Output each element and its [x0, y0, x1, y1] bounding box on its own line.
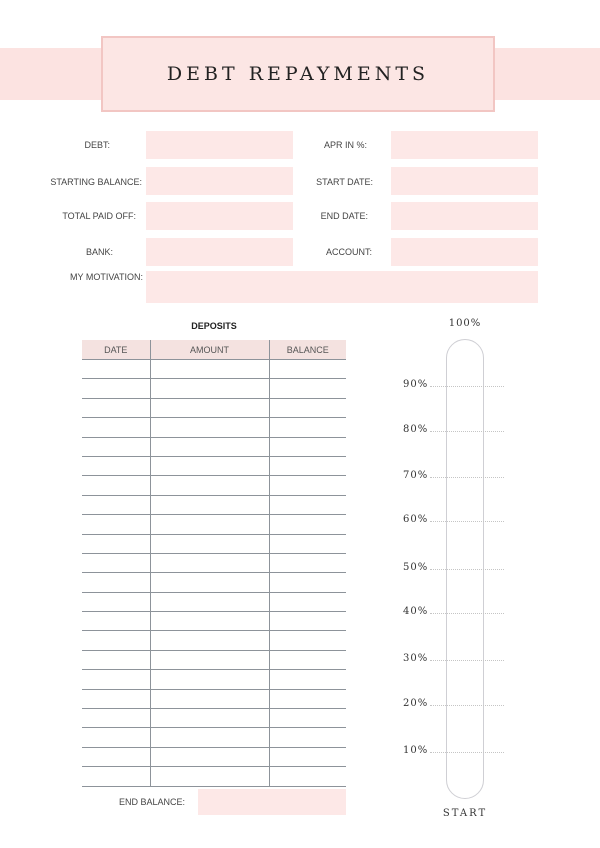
date-cell[interactable]	[82, 592, 150, 611]
title-box	[101, 36, 495, 112]
balance-cell[interactable]	[269, 670, 346, 689]
balance-cell[interactable]	[269, 398, 346, 417]
deposits-table	[82, 340, 346, 787]
balance-cell[interactable]	[269, 747, 346, 766]
balance-cell[interactable]	[269, 573, 346, 592]
table-row[interactable]	[82, 747, 346, 766]
amount-cell[interactable]	[150, 360, 269, 379]
tick-line	[430, 521, 504, 522]
apr-label: APR IN %:	[323, 140, 367, 150]
tick-line	[430, 752, 504, 753]
balance-cell[interactable]	[269, 728, 346, 747]
starting-balance-field[interactable]	[146, 167, 293, 195]
balance-cell[interactable]	[269, 476, 346, 495]
amount-cell[interactable]	[150, 728, 269, 747]
date-cell[interactable]	[82, 456, 150, 475]
amount-cell[interactable]	[150, 612, 269, 631]
table-row[interactable]	[82, 612, 346, 631]
tick-line	[430, 613, 504, 614]
balance-cell[interactable]	[269, 553, 346, 572]
amount-cell[interactable]	[150, 418, 269, 437]
table-row[interactable]	[82, 360, 346, 379]
date-cell[interactable]	[82, 670, 150, 689]
balance-cell[interactable]	[269, 437, 346, 456]
table-row[interactable]	[82, 437, 346, 456]
motivation-label: MY MOTIVATION:	[69, 272, 143, 282]
tick-label-70: 70%	[403, 470, 429, 481]
balance-cell[interactable]	[269, 612, 346, 631]
amount-column-header: AMOUNT	[150, 340, 269, 360]
progress-start-label: START	[442, 808, 488, 819]
date-cell[interactable]	[82, 747, 150, 766]
bank-label: BANK:	[85, 247, 113, 257]
table-row[interactable]	[82, 573, 346, 592]
balance-cell[interactable]	[269, 592, 346, 611]
table-row[interactable]	[82, 650, 346, 669]
amount-cell[interactable]	[150, 398, 269, 417]
amount-cell[interactable]	[150, 456, 269, 475]
amount-cell[interactable]	[150, 573, 269, 592]
table-row[interactable]	[82, 476, 346, 495]
account-field[interactable]	[391, 238, 538, 266]
amount-cell[interactable]	[150, 476, 269, 495]
debt-field[interactable]	[146, 131, 293, 159]
total-paid-off-field[interactable]	[146, 202, 293, 230]
tick-line	[430, 477, 504, 478]
end-date-field[interactable]	[391, 202, 538, 230]
date-cell[interactable]	[82, 360, 150, 379]
tick-line	[430, 386, 504, 387]
tick-label-30: 30%	[403, 653, 429, 664]
balance-cell[interactable]	[269, 515, 346, 534]
table-row[interactable]	[82, 534, 346, 553]
table-row[interactable]	[82, 709, 346, 728]
date-cell[interactable]	[82, 612, 150, 631]
amount-cell[interactable]	[150, 534, 269, 553]
balance-cell[interactable]	[269, 495, 346, 514]
tick-line	[430, 431, 504, 432]
table-row[interactable]	[82, 515, 346, 534]
total-paid-off-label: TOTAL PAID OFF:	[62, 211, 136, 221]
start-date-field[interactable]	[391, 167, 538, 195]
amount-cell[interactable]	[150, 553, 269, 572]
table-row[interactable]	[82, 670, 346, 689]
date-cell[interactable]	[82, 515, 150, 534]
progress-top-label: 100%	[448, 318, 482, 329]
balance-cell[interactable]	[269, 456, 346, 475]
tick-line	[430, 660, 504, 661]
amount-cell[interactable]	[150, 495, 269, 514]
amount-cell[interactable]	[150, 689, 269, 708]
tick-label-90: 90%	[403, 379, 429, 390]
table-row[interactable]	[82, 631, 346, 650]
amount-cell[interactable]	[150, 747, 269, 766]
balance-cell[interactable]	[269, 631, 346, 650]
date-cell[interactable]	[82, 437, 150, 456]
date-cell[interactable]	[82, 573, 150, 592]
table-row[interactable]	[82, 495, 346, 514]
tick-label-20: 20%	[403, 698, 429, 709]
amount-cell[interactable]	[150, 437, 269, 456]
end-date-label: END DATE:	[320, 211, 368, 221]
date-cell[interactable]	[82, 728, 150, 747]
table-row[interactable]	[82, 456, 346, 475]
date-cell[interactable]	[82, 534, 150, 553]
date-cell[interactable]	[82, 418, 150, 437]
table-row[interactable]	[82, 767, 346, 786]
balance-cell[interactable]	[269, 689, 346, 708]
amount-cell[interactable]	[150, 767, 269, 786]
balance-cell[interactable]	[269, 650, 346, 669]
date-cell[interactable]	[82, 650, 150, 669]
table-row[interactable]	[82, 553, 346, 572]
tick-label-40: 40%	[403, 606, 429, 617]
balance-cell[interactable]	[269, 534, 346, 553]
tick-label-60: 60%	[403, 514, 429, 525]
table-row[interactable]	[82, 689, 346, 708]
amount-cell[interactable]	[150, 670, 269, 689]
tick-line	[430, 705, 504, 706]
debt-label: DEBT:	[84, 140, 110, 150]
table-row[interactable]	[82, 398, 346, 417]
start-date-label: START DATE:	[316, 177, 373, 187]
page-title: DEBT REPAYMENTS	[166, 63, 430, 85]
bank-field[interactable]	[146, 238, 293, 266]
date-cell[interactable]	[82, 398, 150, 417]
date-cell[interactable]	[82, 631, 150, 650]
date-column-header: DATE	[82, 340, 150, 360]
date-cell[interactable]	[82, 553, 150, 572]
account-label: ACCOUNT:	[325, 247, 372, 257]
end-balance-field[interactable]	[198, 789, 346, 815]
balance-column-header: BALANCE	[269, 340, 346, 360]
balance-cell[interactable]	[269, 709, 346, 728]
amount-cell[interactable]	[150, 631, 269, 650]
date-cell[interactable]	[82, 379, 150, 398]
date-cell[interactable]	[82, 495, 150, 514]
balance-cell[interactable]	[269, 360, 346, 379]
table-row[interactable]	[82, 592, 346, 611]
balance-cell[interactable]	[269, 379, 346, 398]
balance-cell[interactable]	[269, 767, 346, 786]
balance-cell[interactable]	[269, 418, 346, 437]
end-balance-label: END BALANCE:	[118, 797, 185, 807]
amount-cell[interactable]	[150, 592, 269, 611]
apr-field[interactable]	[391, 131, 538, 159]
amount-cell[interactable]	[150, 650, 269, 669]
tick-line	[430, 569, 504, 570]
tick-label-80: 80%	[403, 424, 429, 435]
table-row[interactable]	[82, 728, 346, 747]
date-cell[interactable]	[82, 709, 150, 728]
date-cell[interactable]	[82, 476, 150, 495]
date-cell[interactable]	[82, 689, 150, 708]
date-cell[interactable]	[82, 767, 150, 786]
motivation-field[interactable]	[146, 271, 538, 303]
tick-label-10: 10%	[403, 745, 429, 756]
starting-balance-label: STARTING BALANCE:	[50, 177, 142, 187]
tick-label-50: 50%	[403, 562, 429, 573]
amount-cell[interactable]	[150, 709, 269, 728]
amount-cell[interactable]	[150, 515, 269, 534]
deposits-title: DEPOSITS	[191, 321, 237, 331]
table-row[interactable]	[82, 418, 346, 437]
table-row[interactable]	[82, 379, 346, 398]
amount-cell[interactable]	[150, 379, 269, 398]
